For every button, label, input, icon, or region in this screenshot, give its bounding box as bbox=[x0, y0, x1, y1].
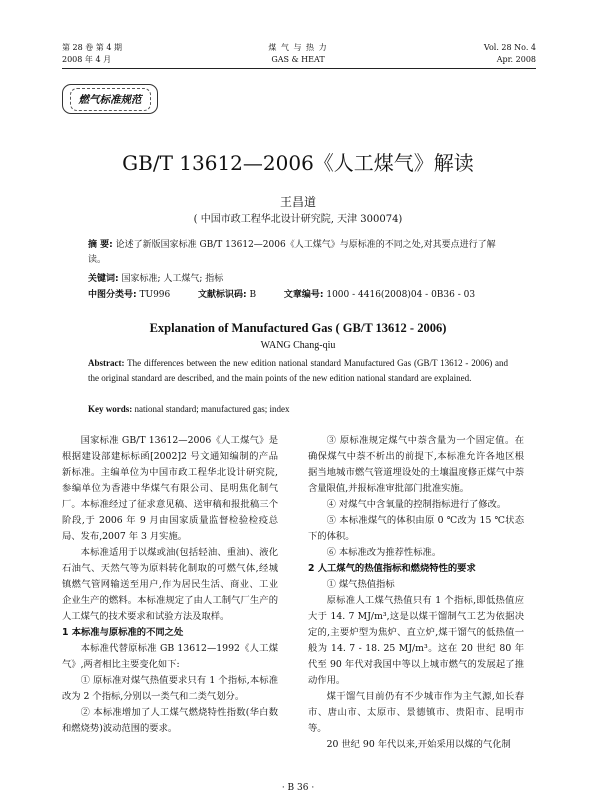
article-no-label: 文章编号: bbox=[283, 290, 324, 300]
header-date-en: Apr. 2008 bbox=[496, 55, 536, 64]
doc-code-value: B bbox=[249, 290, 257, 300]
keywords-cn bbox=[88, 272, 508, 287]
header-volume-en: Vol. 28 No. 4 bbox=[483, 43, 536, 52]
body-paragraph: ⑥ 本标准改为推荐性标准。 bbox=[326, 547, 442, 558]
doc-code-label: 文献标识码: bbox=[198, 290, 247, 300]
english-keywords-text: national standard; manufactured gas; index bbox=[134, 404, 290, 414]
header-volume-cn: 第 28 卷 第 4 期 bbox=[62, 43, 122, 52]
abstract-cn bbox=[88, 238, 508, 268]
english-keywords bbox=[88, 402, 508, 417]
body-paragraph: ① 原标准对煤气热值要求只有 1 个指标,本标准改为 2 个指标,分别以一类气和二类气划分。 bbox=[62, 675, 278, 702]
header-date-cn: 2008 年 4 月 bbox=[62, 55, 112, 64]
abstract-cn-label: 摘 要: bbox=[88, 240, 113, 250]
body-paragraph: ④ 对煤气中含氧量的控制指标进行了修改。 bbox=[326, 499, 507, 510]
abstract-cn-text: 论述了新版国家标准 GB/T 13612—2006《人工煤气》与原标准的不同之处,对其要点进行了解读。 bbox=[88, 240, 496, 265]
clc-value: TU996 bbox=[139, 290, 171, 300]
body-paragraph: ⑤ 本标准煤气的体积由原 0 ℃改为 15 ℃状态下的体积。 bbox=[308, 515, 524, 542]
header-rule bbox=[62, 68, 536, 69]
page-number: · B 36 · bbox=[281, 783, 315, 793]
article-author: 王昌道 bbox=[279, 195, 316, 209]
keywords-cn-label: 关键词: bbox=[88, 274, 119, 284]
english-abstract bbox=[88, 356, 508, 386]
body-column-left bbox=[62, 433, 278, 737]
body-paragraph: 20 世纪 90 年代以来,开始采用以煤的气化制 bbox=[326, 739, 511, 750]
section-heading: 1 本标准与原标准的不同之处 bbox=[62, 627, 184, 638]
header-journal-en: GAS & HEAT bbox=[271, 55, 325, 64]
body-paragraph: 原标准人工煤气热值只有 1 个指标,即低热值应大于 14. 7 MJ/m³,这是以煤干馏制气工艺为依据决定的,主要炉型为焦炉、直立炉,煤干馏气的低热值一般为 14. 7 - 18. 25 MJ/m³。这在 20 世纪 80 年代至 90 年代对我国中等以上城市燃气的发展起了推动作用。 bbox=[308, 595, 524, 686]
section-heading: 2 人工煤气的热值指标和燃烧特性的要求 bbox=[308, 563, 476, 574]
article-no-value: 1000 - 4416(2008)04 - 0B36 - 03 bbox=[326, 290, 476, 300]
article-affiliation: ( 中国市政工程华北设计研究院, 天津 300074) bbox=[193, 214, 403, 225]
section-tag bbox=[62, 84, 158, 114]
section-tag-label: 燃气标准规范 bbox=[70, 88, 151, 111]
clc-label: 中图分类号: bbox=[88, 290, 137, 300]
english-title: Explanation of Manufactured Gas ( GB/T 13612 - 2006) bbox=[149, 321, 447, 335]
english-abstract-text: The differences between the new edition national standard Manufactured Gas (GB/T 13612 - 2006) and the original standard are described, and the main points of the new edition national standard are explained. bbox=[88, 358, 508, 383]
english-author: WANG Chang-qiu bbox=[260, 340, 336, 351]
article-title: GB/T 13612—2006《人工煤气》解读 bbox=[122, 151, 474, 175]
body-paragraph: ① 煤气热值指标 bbox=[326, 579, 395, 590]
classification-line bbox=[88, 288, 508, 303]
body-paragraph: 煤干馏气目前仍有不少城市作为主气源,如长春市、唐山市、太原市、景德镇市、贵阳市、昆明市等。 bbox=[308, 691, 524, 734]
keywords-cn-text: 国家标准; 人工煤气; 指标 bbox=[121, 274, 224, 284]
body-column-right bbox=[308, 433, 524, 753]
body-paragraph: 国家标准 GB/T 13612—2006《人工煤气》是根据建设部建标标函[2002]2 号文通知编制的产品新标准。主编单位为中国市政工程华北设计研究院,参编单位为香港中华煤气有限公司、昆明焦化制气厂。本标准经过了征求意见稿、送审稿和报批稿三个阶段,于 2006 年 9 月由国家质量监督检验检疫总局、发布,2007 年 3 月实施。 bbox=[62, 435, 278, 542]
english-keywords-label: Key words: bbox=[88, 404, 133, 414]
body-paragraph: 本标准适用于以煤或油(包括轻油、重油)、液化石油气、天然气等为原料转化制取的可燃气体,经城镇燃气管网输送至用户,作为居民生活、商业、工业企业生产的燃料。本标准规定了由人工制气厂生产的人工煤气的技术要求和试验方法及取样。 bbox=[62, 547, 278, 622]
body-paragraph: 本标准代替原标准 GB 13612—1992《人工煤气》,两者相比主要变化如下: bbox=[62, 643, 278, 670]
body-paragraph: ② 本标准增加了人工煤气燃烧特性指数(华白数和燃烧势)波动范围的要求。 bbox=[62, 707, 278, 734]
english-abstract-label: Abstract: bbox=[88, 358, 125, 368]
header-journal-cn: 煤 气 与 热 力 bbox=[268, 43, 328, 52]
body-paragraph: ③ 原标准规定煤气中萘含量为一个固定值。在确保煤气中萘不析出的前提下,本标准允许各地区根据当地城市燃气管道埋设处的土壤温度修正煤气中萘含量限值,并报标准审批部门批准实施。 bbox=[308, 435, 524, 494]
